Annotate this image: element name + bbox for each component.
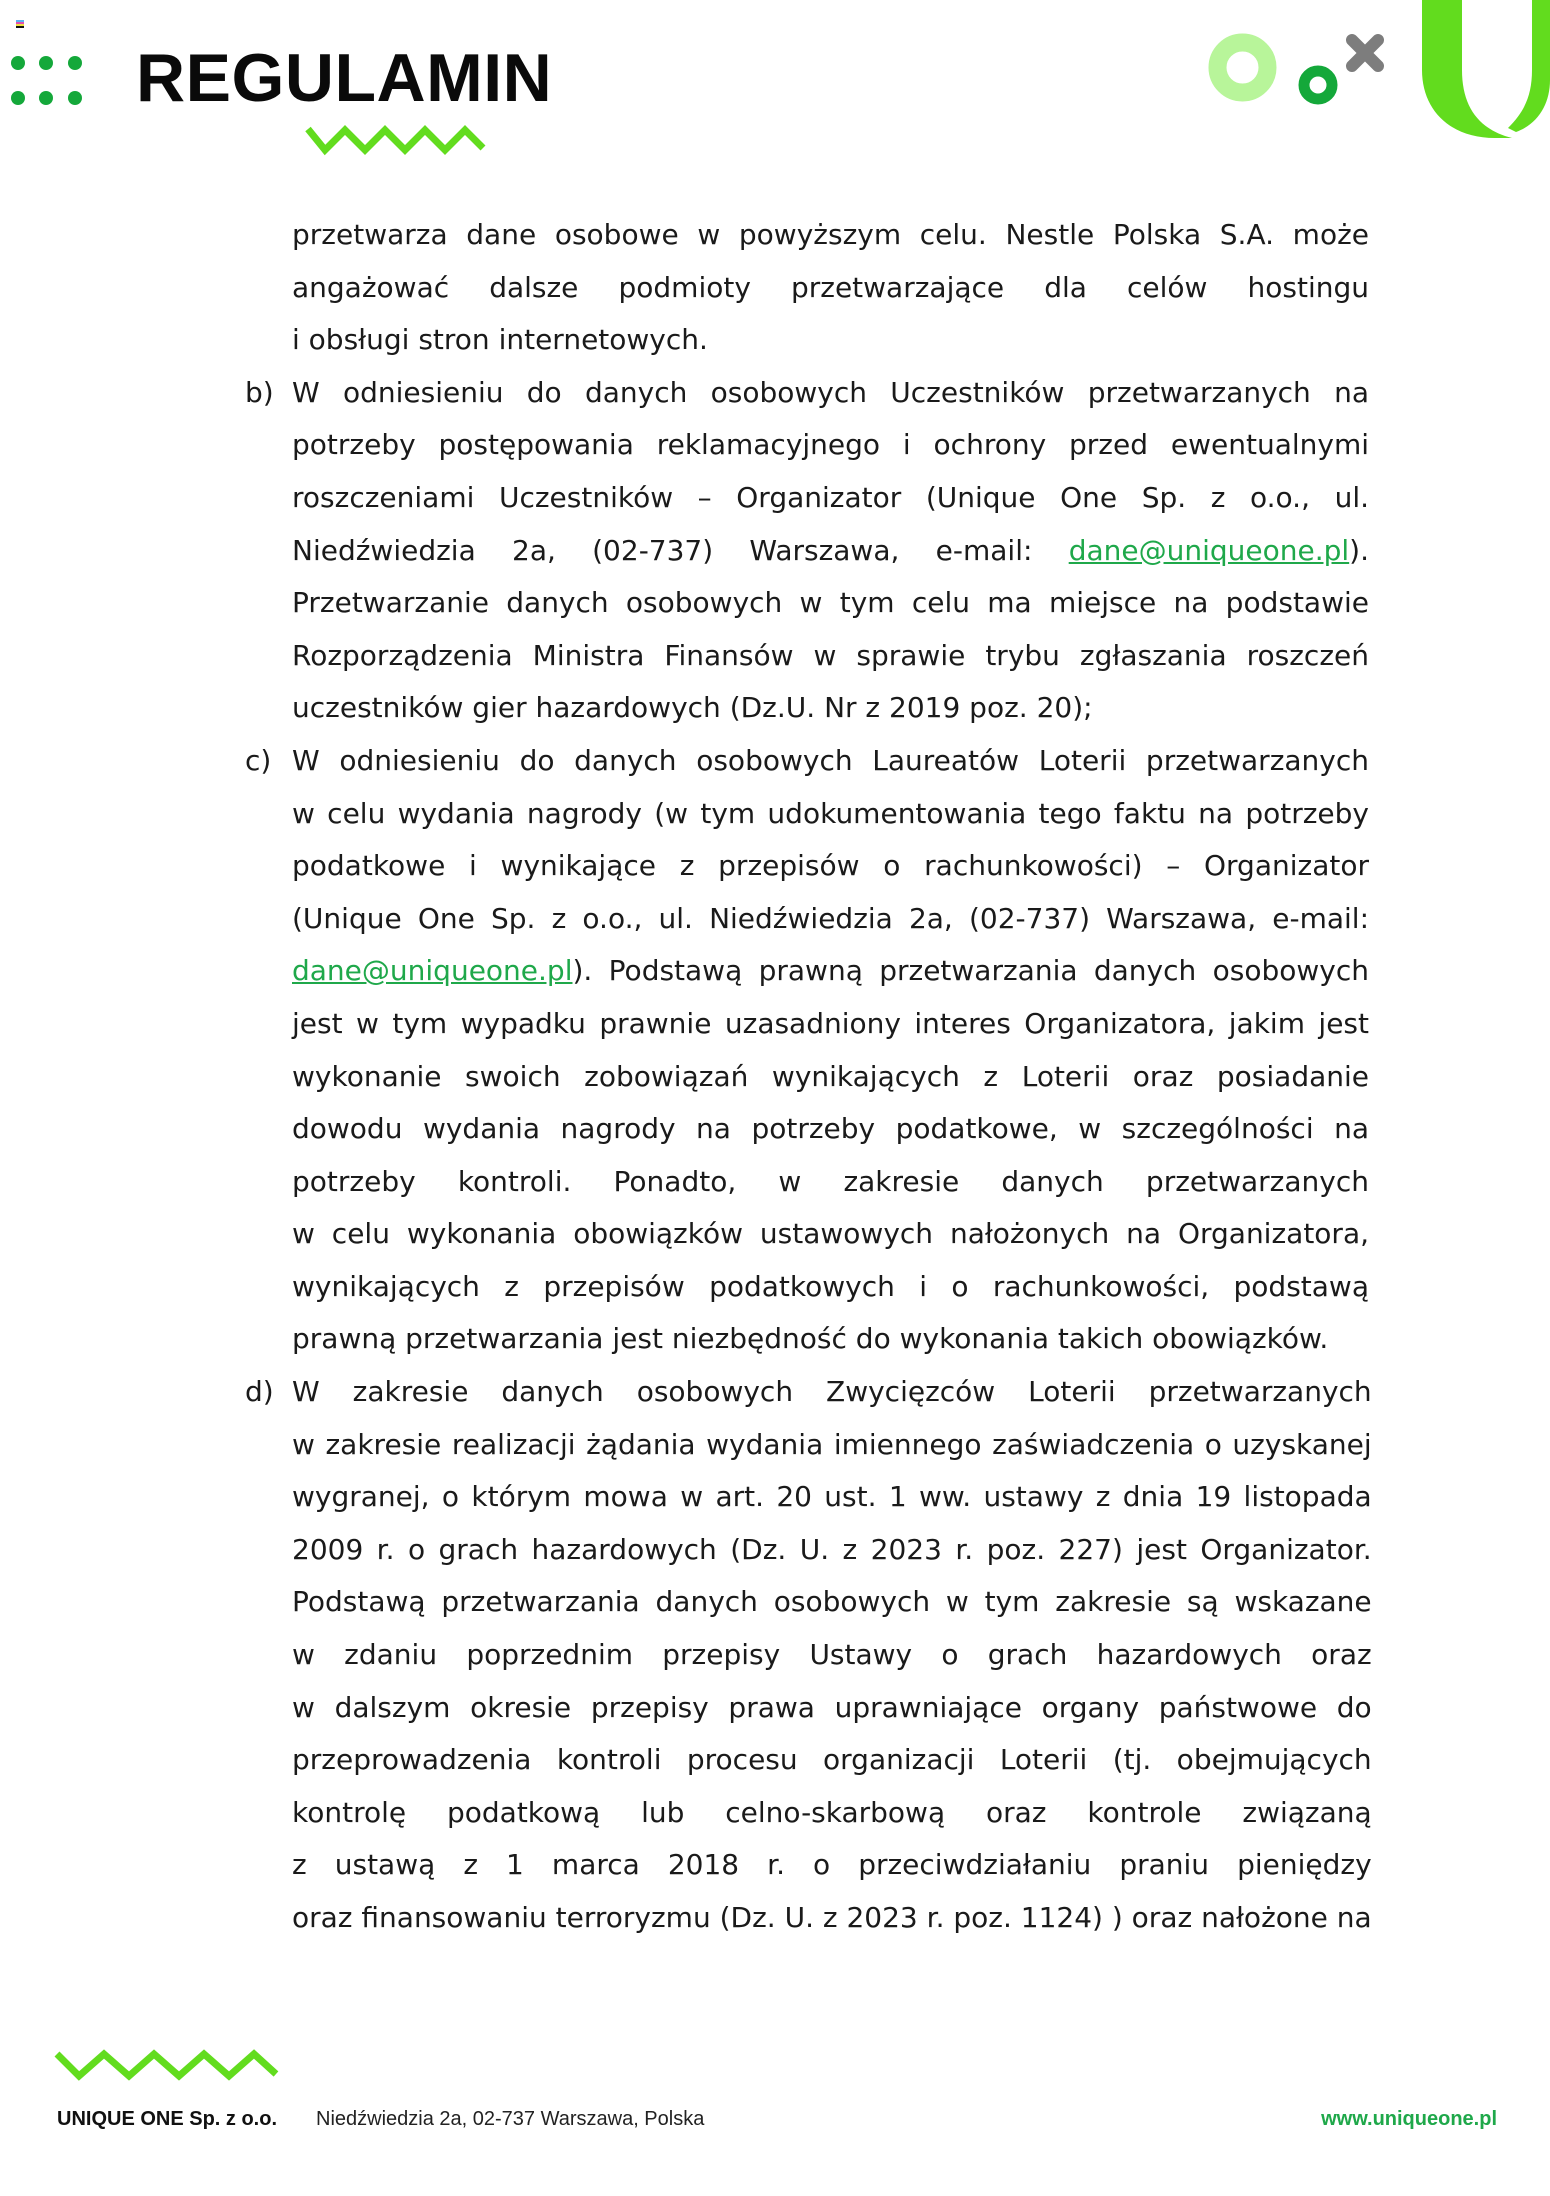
text-line: w celu wykonania obowiązków ustawowych nałożonych na Organizatora, <box>292 1217 1369 1251</box>
text-line: W odniesieniu do danych osobowych Uczestników przetwarzanych na <box>292 375 1369 409</box>
text-line: W zakresie danych osobowych Zwycięzców Loterii przetwarzanych <box>292 1375 1372 1409</box>
document-body <box>245 209 1372 1945</box>
text-line: w zakresie realizacji żądania wydania imiennego zaświadczenia o uzyskanej <box>292 1427 1372 1461</box>
text-line: angażować dalsze podmioty przetwarzające dla celów hostingu <box>292 270 1369 304</box>
text-line: z ustawą z 1 marca 2018 r. o przeciwdziałaniu praniu pieniędzy <box>292 1848 1372 1882</box>
list-label: d) <box>245 1375 274 1409</box>
footer-address: Niedźwiedzia 2a, 02-737 Warszawa, Polska <box>316 2108 705 2130</box>
text-line: uczestników gier hazardowych (Dz.U. Nr z 2019 poz. 20); <box>292 691 1093 725</box>
text-line: przeprowadzenia kontroli procesu organizacji Loterii (tj. obejmujących <box>292 1743 1372 1777</box>
text-line: Podstawą przetwarzania danych osobowych w tym zakresie są wskazane <box>292 1585 1372 1619</box>
text-line: wynikających z przepisów podatkowych i o rachunkowości, podstawą <box>292 1269 1369 1303</box>
ring-icon <box>1297 64 1339 106</box>
text-line: i obsługi stron internetowych. <box>292 323 708 357</box>
email-link[interactable]: dane@uniqueone.pl <box>292 954 573 988</box>
email-link[interactable]: dane@uniqueone.pl <box>1068 533 1350 567</box>
ring-icon <box>1205 30 1280 105</box>
text-line: potrzeby postępowania reklamacyjnego i ochrony przed ewentualnymi <box>292 428 1369 462</box>
page-title: REGULAMIN <box>136 40 553 116</box>
color-bar-icon <box>16 20 24 28</box>
text-line: W odniesieniu do danych osobowych Laureatów Loterii przetwarzanych <box>292 743 1369 777</box>
text-line: (Unique One Sp. z o.o., ul. Niedźwiedzia 2a, (02-737) Warszawa, e-mail: <box>292 901 1369 935</box>
text-line: potrzeby kontroli. Ponadto, w zakresie danych przetwarzanych <box>292 1164 1369 1198</box>
text-line: Rozporządzenia Ministra Finansów w sprawie trybu zgłaszania roszczeń <box>292 638 1369 672</box>
list-label: c) <box>245 743 272 777</box>
footer-website-link[interactable]: www.uniqueone.pl <box>1321 2108 1497 2130</box>
text-line: prawną przetwarzania jest niezbędność do wykonania takich obowiązków. <box>292 1322 1329 1356</box>
zigzag-icon <box>54 2048 280 2082</box>
list-label: b) <box>245 375 274 409</box>
cross-icon <box>1345 33 1385 73</box>
text-line: w dalszym okresie przepisy prawa uprawniające organy państwowe do <box>292 1690 1372 1724</box>
list-item-b <box>245 367 1369 735</box>
zigzag-icon <box>305 124 487 156</box>
list-item-c <box>245 735 1369 1366</box>
text-segment: ). Podstawą prawną przetwarzania danych osobowych <box>572 954 1369 988</box>
text-line: przetwarza dane osobowe w powyższym celu. Nestle Polska S.A. może <box>292 218 1369 251</box>
text-line <box>292 525 1369 578</box>
text-line: dowodu wydania nagrody na potrzeby podatkowe, w szczególności na <box>292 1112 1369 1146</box>
text-line: jest w tym wypadku prawnie uzasadniony interes Organizatora, jakim jest <box>292 1006 1369 1040</box>
text-line: wygranej, o którym mowa w art. 20 ust. 1 ww. ustawy z dnia 19 listopada <box>292 1480 1372 1514</box>
text-line: roszczeniami Uczestników – Organizator (Unique One Sp. z o.o., ul. <box>292 480 1369 514</box>
u-logo-icon <box>1420 0 1550 142</box>
text-line: kontrolę podatkową lub celno-skarbową oraz kontrole związaną <box>292 1795 1372 1829</box>
text-line: 2009 r. o grach hazardowych (Dz. U. z 2023 r. poz. 227) jest Organizator. <box>292 1532 1372 1566</box>
text-line: wykonanie swoich zobowiązań wynikających z Loterii oraz posiadanie <box>292 1059 1369 1093</box>
intro-paragraph <box>245 209 1369 367</box>
list-item-d <box>245 1366 1372 1945</box>
text-line: w zdaniu poprzednim przepisy Ustawy o grach hazardowych oraz <box>292 1638 1372 1672</box>
text-line: podatkowe i wynikające z przepisów o rachunkowości) – Organizator <box>292 849 1369 883</box>
text-line <box>292 945 1369 998</box>
text-line: Przetwarzanie danych osobowych w tym celu ma miejsce na podstawie <box>292 586 1369 620</box>
text-line: oraz finansowaniu terroryzmu (Dz. U. z 2023 r. poz. 1124) ) oraz nałożone na <box>292 1901 1372 1934</box>
footer-company: UNIQUE ONE Sp. z o.o. <box>57 2108 278 2130</box>
text-segment: ). <box>1349 533 1369 567</box>
text-line: w celu wydania nagrody (w tym udokumentowania tego faktu na potrzeby <box>292 796 1369 830</box>
text-segment: Niedźwiedzia 2a, (02-737) Warszawa, e-mail: <box>292 533 1033 567</box>
